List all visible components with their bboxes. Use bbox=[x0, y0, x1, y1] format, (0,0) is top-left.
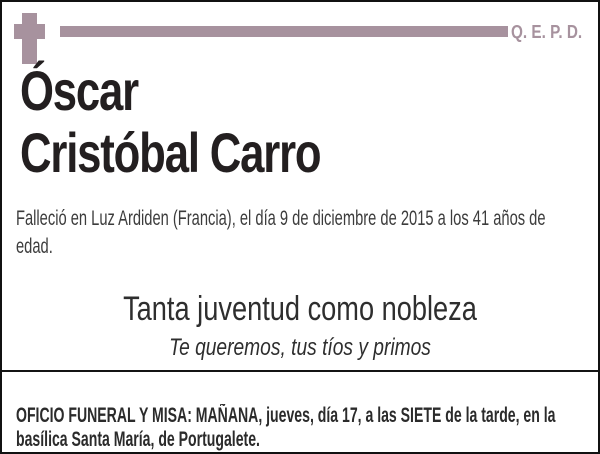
funeral-notice bbox=[16, 404, 555, 452]
deceased-name-line-1: Óscar bbox=[20, 59, 139, 122]
cross-icon bbox=[14, 13, 45, 64]
cross-horizontal-bar bbox=[14, 24, 45, 39]
tribute-dedication: Te queremos, tus tíos y primos bbox=[169, 334, 431, 361]
deceased-name bbox=[20, 60, 320, 184]
death-announcement bbox=[16, 205, 546, 261]
header-rule bbox=[60, 26, 508, 37]
deceased-name-line-2: Cristóbal Carro bbox=[20, 121, 321, 184]
death-announcement-line-1: Falleció en Luz Ardiden (Francia), el día 9 de diciembre de 2015 a los 41 años de bbox=[16, 207, 546, 230]
section-divider bbox=[2, 370, 598, 372]
qepd-label: Q. E. P. D. bbox=[511, 22, 583, 42]
tribute-headline: Tanta juventud como nobleza bbox=[123, 290, 477, 328]
death-announcement-line-2: edad. bbox=[16, 235, 53, 258]
funeral-notice-line-1: OFICIO FUNERAL Y MISA: MAÑANA, jueves, día 17, a las SIETE de la tarde, en la bbox=[16, 404, 556, 427]
funeral-notice-line-2: basílica Santa María, de Portugalete. bbox=[16, 428, 260, 451]
